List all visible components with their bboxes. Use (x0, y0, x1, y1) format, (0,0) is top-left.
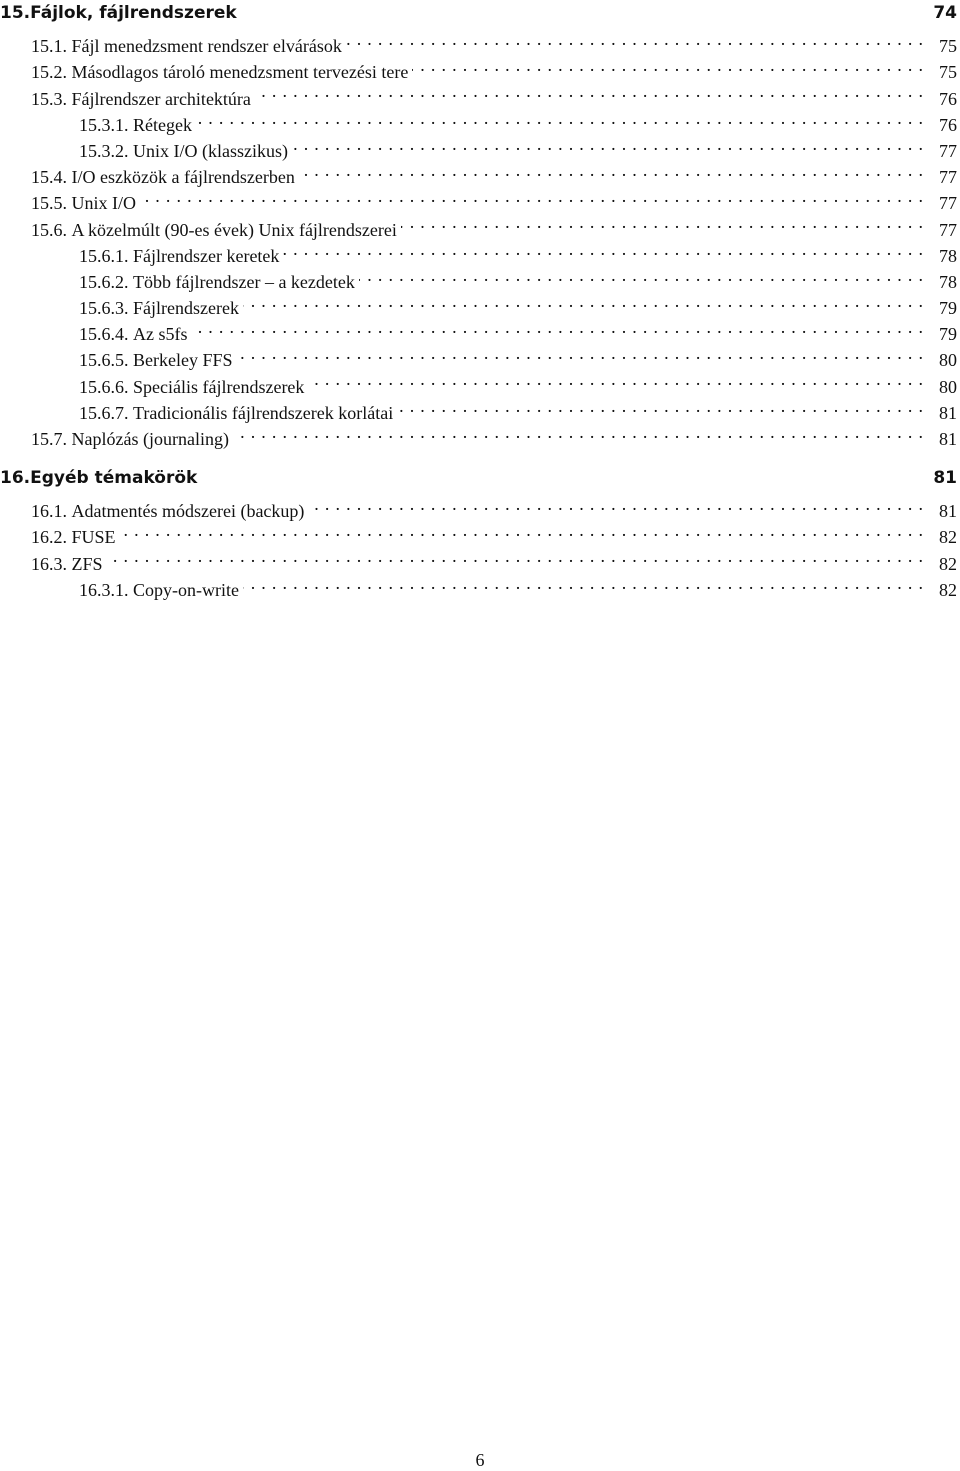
toc-entry[interactable] (0, 517, 960, 548)
dot-leader (299, 157, 923, 183)
section-number: 15.6.5. (79, 350, 129, 371)
section-title: Rétegek (133, 114, 192, 135)
dot-leader (243, 288, 923, 314)
section-number: 16.3. (31, 553, 67, 574)
page-number: 82 (939, 553, 957, 574)
dot-leader (359, 262, 923, 288)
dot-leader (346, 26, 923, 52)
dot-leader (192, 314, 924, 340)
dot-leader (107, 543, 923, 569)
toc-entry[interactable] (0, 26, 960, 57)
section-number: 15.4. (31, 167, 67, 188)
page-number: 75 (939, 62, 957, 83)
page-number: 78 (939, 245, 957, 266)
section-title: ZFS (71, 553, 103, 574)
chapter-title: 16.Egyéb témakörök (0, 468, 198, 488)
section-title: Speciális fájlrendszerek (133, 376, 305, 397)
section-title: Fájl menedzsment rendszer elvárások (71, 36, 342, 57)
page-number: 81 (939, 501, 957, 522)
toc-entry[interactable] (0, 570, 960, 600)
section-number: 15.3.2. (79, 140, 129, 161)
section-number: 15.1. (31, 36, 67, 57)
section-number: 15.6.4. (79, 324, 129, 345)
section-title: A közelmúlt (90-es évek) Unix fájlrendszerei (71, 219, 397, 240)
section-title: FUSE (71, 527, 116, 548)
toc-entry[interactable] (0, 209, 960, 240)
section-title: Tradicionális fájlrendszerek korlátai (133, 402, 394, 423)
section-number: 15.7. (31, 429, 67, 450)
toc-entry[interactable] (0, 491, 960, 522)
section-number: 16.3.1. (79, 579, 129, 600)
section-number: 16.2. (31, 527, 67, 548)
section-number: 16.1. (31, 501, 67, 522)
section-number: 15.2. (31, 62, 67, 83)
section-title: Fájlrendszer architektúra (71, 88, 251, 109)
page-number: 76 (939, 114, 957, 135)
dot-leader (292, 131, 923, 157)
page-number: 81 (939, 402, 957, 423)
footer-page-number: 6 (475, 1450, 485, 1470)
toc-entry[interactable] (0, 183, 960, 214)
page-number: 82 (939, 527, 957, 548)
section-number: 15.3.1. (79, 114, 129, 135)
dot-leader (255, 78, 923, 104)
section-number: 15.6. (31, 219, 67, 240)
section-number: 15.6.6. (79, 376, 129, 397)
page-number: 77 (939, 140, 957, 161)
page-number: 79 (939, 298, 957, 319)
dot-leader (308, 366, 923, 392)
section-number: 15.6.7. (79, 402, 129, 423)
chapter-page-number: 81 (933, 468, 957, 488)
dot-leader (401, 209, 923, 235)
section-title: Berkeley FFS (133, 350, 233, 371)
page-number: 79 (939, 324, 957, 345)
section-title: Fájlrendszerek (133, 298, 239, 319)
dot-leader (237, 340, 923, 366)
dot-leader (120, 517, 923, 543)
chapter-heading[interactable] (0, 465, 960, 491)
dot-leader (243, 570, 923, 596)
dot-leader (397, 393, 923, 419)
page-number: 77 (939, 219, 957, 240)
section-title: Unix I/O (klasszikus) (133, 140, 288, 161)
page-number: 77 (939, 193, 957, 214)
section-title: Az s5fs (133, 324, 188, 345)
section-title: Naplózás (journaling) (71, 429, 229, 450)
dot-leader (233, 419, 923, 445)
page-number: 78 (939, 271, 957, 292)
dot-leader (308, 491, 923, 517)
section-title: Fájlrendszer keretek (133, 245, 280, 266)
toc-entry[interactable] (0, 543, 960, 574)
chapter-heading[interactable] (0, 0, 960, 26)
chapter-page-number: 74 (933, 3, 957, 23)
page-number: 80 (939, 376, 957, 397)
chapter-title: 15.Fájlok, fájlrendszerek (0, 3, 237, 23)
table-of-contents (0, 0, 960, 600)
page-number: 76 (939, 88, 957, 109)
section-number: 15.6.2. (79, 271, 129, 292)
page-number: 82 (939, 579, 957, 600)
section-title: Több fájlrendszer – a kezdetek (133, 271, 355, 292)
section-number: 15.6.3. (79, 298, 129, 319)
page-number: 75 (939, 36, 957, 57)
section-number: 15.6.1. (79, 245, 129, 266)
page-number: 80 (939, 350, 957, 371)
page-number: 77 (939, 167, 957, 188)
section-title: Adatmentés módszerei (backup) (71, 501, 305, 522)
dot-leader (140, 183, 923, 209)
section-title: Copy-on-write (133, 579, 239, 600)
section-number: 15.5. (31, 193, 67, 214)
dot-leader (283, 236, 923, 262)
page-number: 81 (939, 429, 957, 450)
section-title: Másodlagos tároló menedzsment tervezési tere (71, 62, 409, 83)
dot-leader (196, 105, 923, 131)
section-title: I/O eszközök a fájlrendszerben (71, 167, 295, 188)
section-number: 15.3. (31, 88, 67, 109)
dot-leader (412, 52, 923, 78)
section-title: Unix I/O (71, 193, 136, 214)
